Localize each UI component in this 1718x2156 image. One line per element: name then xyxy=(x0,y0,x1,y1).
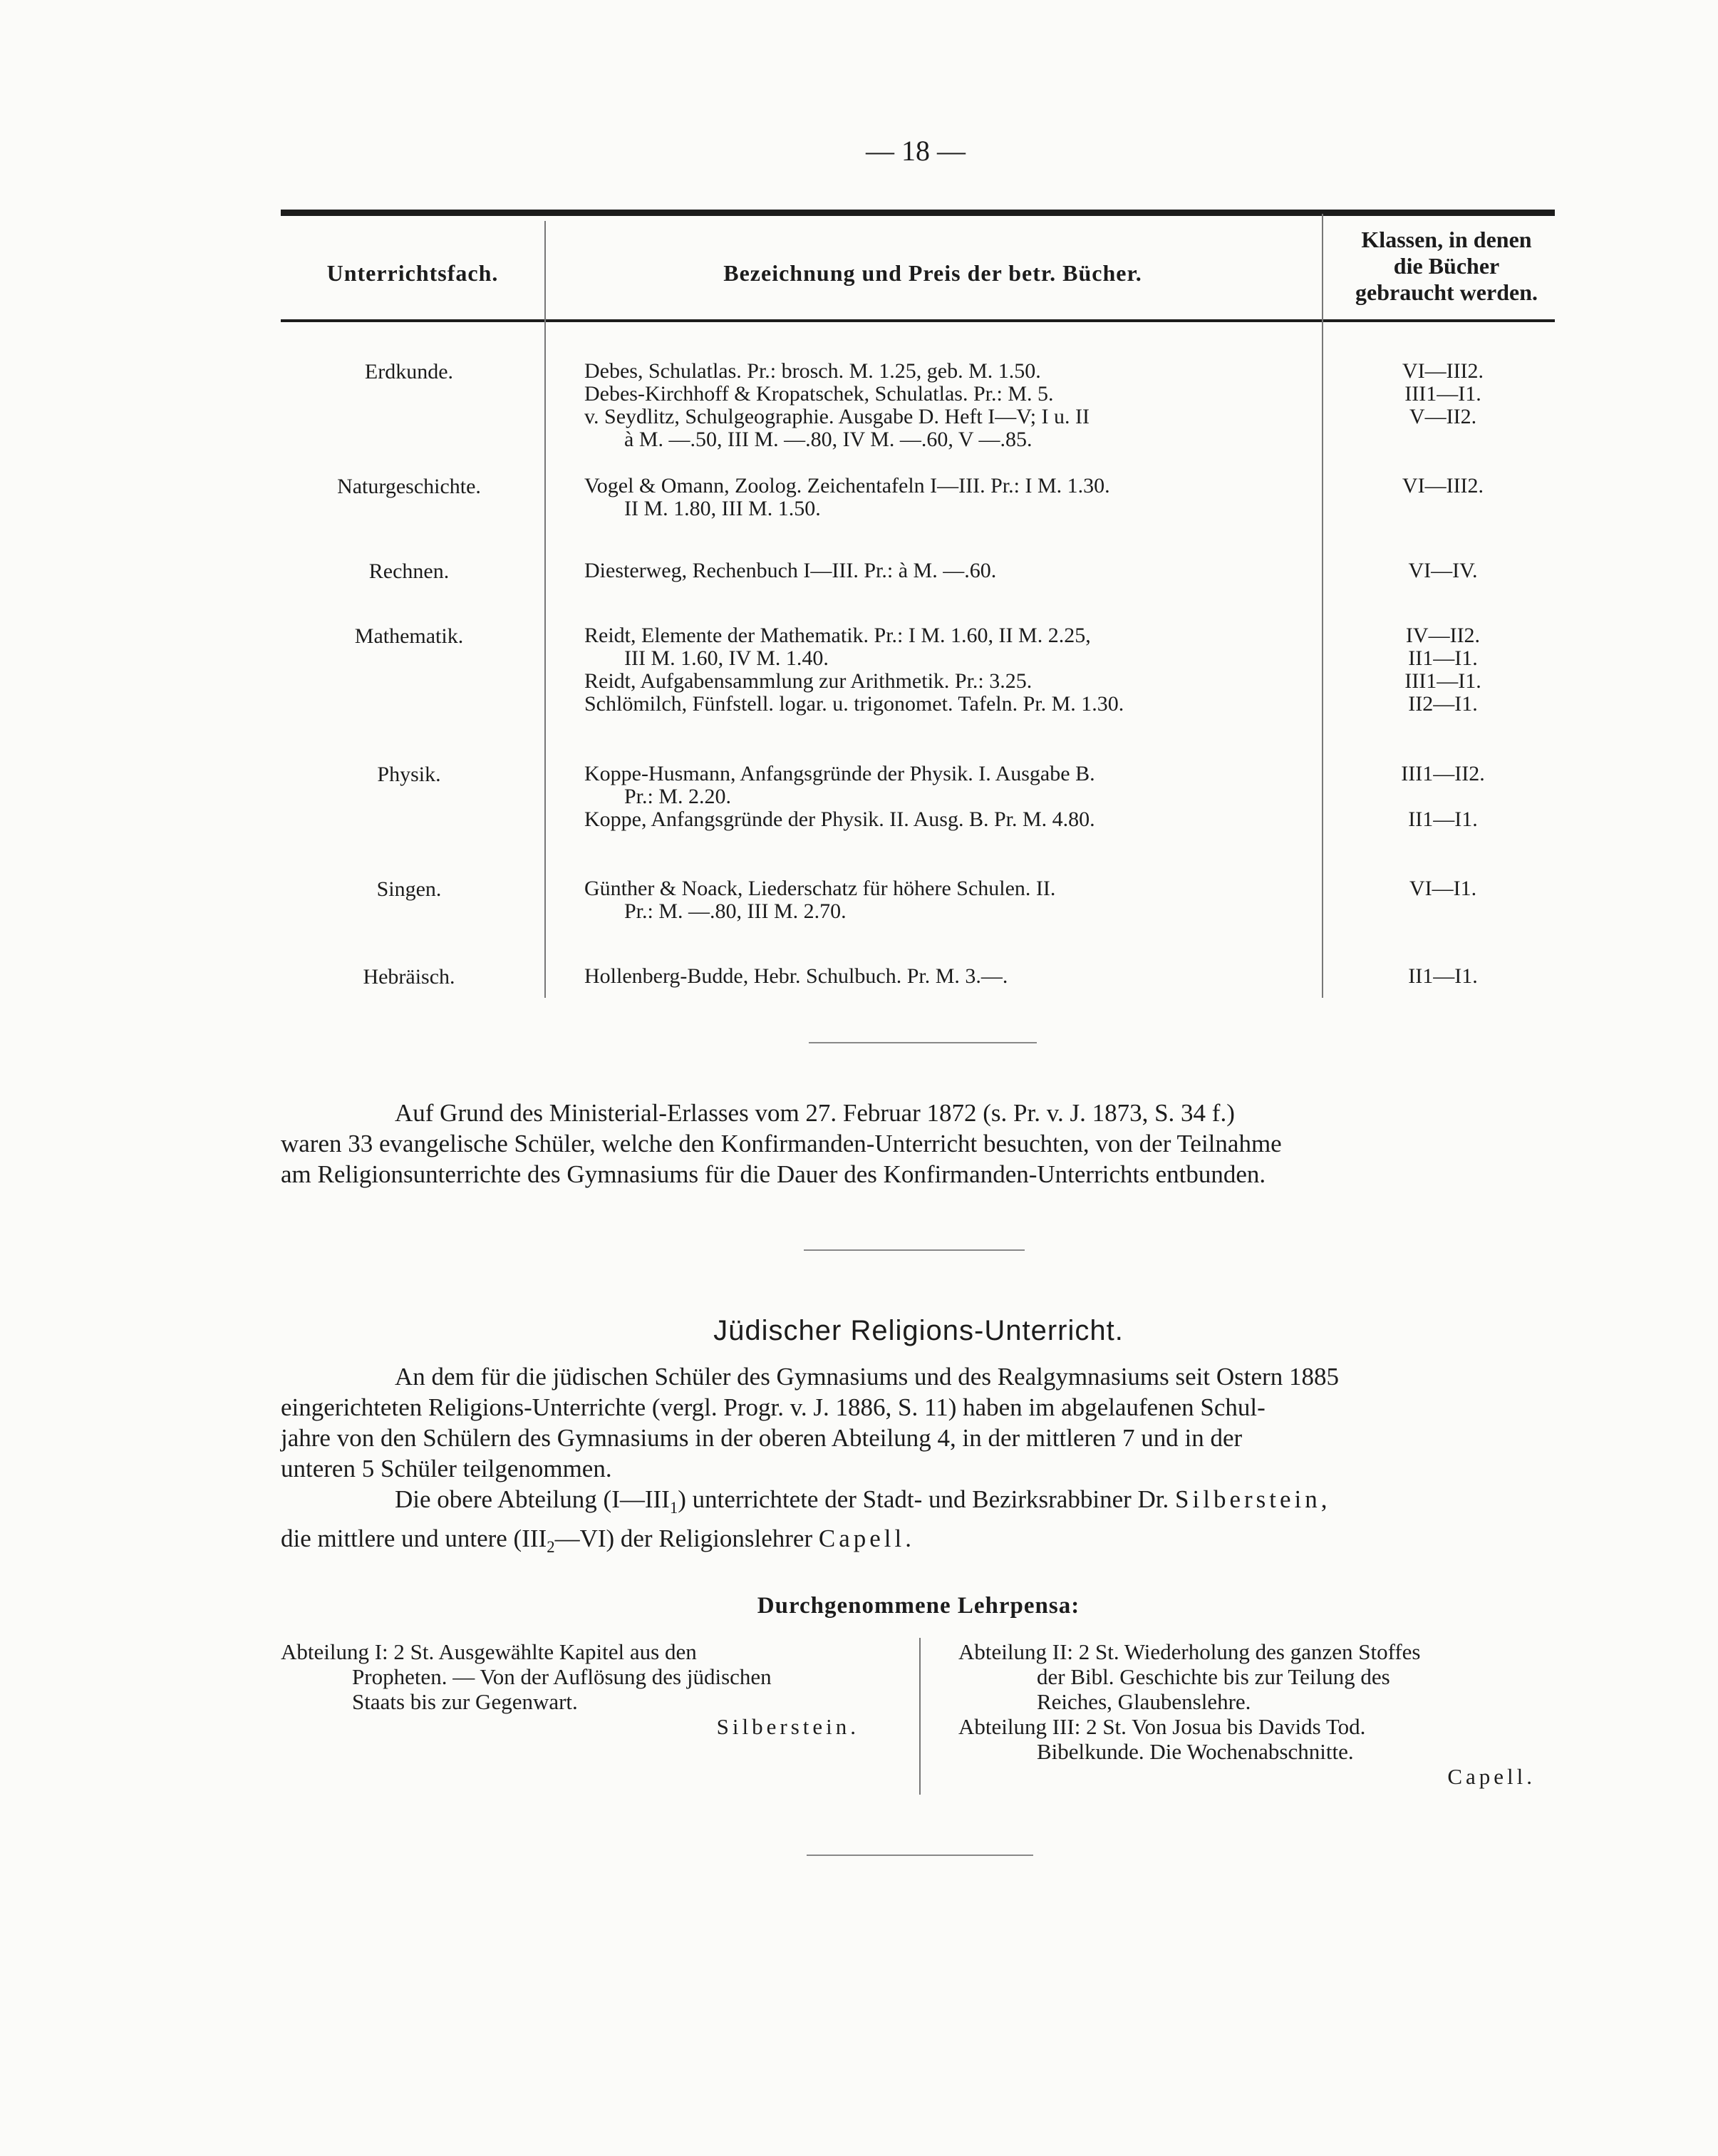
lehrpensa-line: Abteilung II: 2 St. Wiederholung des ganzen Stoffes xyxy=(958,1639,1421,1664)
row-subject-erdkunde: Erdkunde. xyxy=(364,360,454,383)
book-line: Pr.: M. —.80, III M. 2.70. xyxy=(624,899,847,923)
row-books-hebraeisch xyxy=(584,965,1304,988)
separator-line xyxy=(804,1249,1025,1251)
teachers-line-1 xyxy=(281,1484,1556,1523)
book-line: Koppe, Anfangsgründe der Physik. II. Ausg. B. Pr. M. 4.80. xyxy=(584,808,1095,831)
page-number: — 18 — xyxy=(866,135,966,167)
book-line: Hollenberg-Budde, Hebr. Schulbuch. Pr. M. 3.—. xyxy=(584,964,1008,988)
table-top-rule xyxy=(281,210,1555,216)
class-range: V—II2. xyxy=(1409,405,1477,428)
class-range: VI—III2. xyxy=(1402,359,1484,383)
row-subject-naturgeschichte: Naturgeschichte. xyxy=(337,475,481,498)
book-line: II M. 1.80, III M. 1.50. xyxy=(624,497,821,520)
row-books-erdkunde xyxy=(584,360,1304,451)
lehrpensa-line: Abteilung I: 2 St. Ausgewählte Kapitel aus den xyxy=(281,1639,697,1664)
book-line: Debes-Kirchhoff & Kropatschek, Schulatlas. Pr.: M. 5. xyxy=(584,382,1054,406)
class-range: II1—I1. xyxy=(1408,646,1478,670)
class-range: IV—II2. xyxy=(1405,624,1481,647)
teacher-name: Silberstein, xyxy=(1175,1485,1331,1513)
book-line: Schlömilch, Fünfstell. logar. u. trigonomet. Tafeln. Pr. M. 1.30. xyxy=(584,692,1124,716)
class-range: VI—IV. xyxy=(1408,559,1478,582)
row-subject-physik: Physik. xyxy=(377,763,441,786)
lehrpensa-line: Propheten. — Von der Auflösung des jüdischen xyxy=(352,1664,772,1689)
class-range: III1—II2. xyxy=(1401,762,1485,785)
separator-line xyxy=(807,1855,1033,1856)
row-books-naturgeschichte xyxy=(584,475,1304,520)
lehrpensa-line: der Bibl. Geschichte bis zur Teilung des xyxy=(1037,1664,1390,1689)
book-line: Günther & Noack, Liederschatz für höhere Schulen. II. xyxy=(584,877,1056,900)
text-fragment: ) unterrichtete der Stadt- und Bezirksrabbiner Dr. xyxy=(678,1485,1176,1513)
class-range: VI—III2. xyxy=(1402,474,1484,497)
header-classes-line-1: Klassen, in denen xyxy=(1361,227,1532,252)
class-range: II2—I1. xyxy=(1408,692,1478,716)
book-line: Koppe-Husmann, Anfangsgründe der Physik. I. Ausgabe B. xyxy=(584,762,1095,785)
row-subject-hebraeisch: Hebräisch. xyxy=(363,965,455,989)
lehrpensa-heading: Durchgenommene Lehrpensa: xyxy=(757,1593,1080,1619)
paragraph-line: eingerichteten Religions-Unterrichte (vergl. Progr. v. J. 1886, S. 11) haben im abgelaufenen Schul- xyxy=(281,1393,1266,1421)
book-line: Diesterweg, Rechenbuch I—III. Pr.: à M. —.60. xyxy=(584,559,997,582)
table-header-rule xyxy=(281,319,1555,322)
class-range: III1—I1. xyxy=(1404,669,1481,693)
header-classes-line-2: die Bücher xyxy=(1393,253,1500,279)
paragraph-line: waren 33 evangelische Schüler, welche den Konfirmanden-Unterricht besuchten, von der Teilnahme xyxy=(281,1130,1282,1157)
ministerial-paragraph xyxy=(281,1098,1556,1190)
row-classes-physik xyxy=(1333,763,1553,831)
signature-capell: Capell. xyxy=(1447,1764,1536,1789)
book-line: Reidt, Elemente der Mathematik. Pr.: I M. 1.60, II M. 2.25, xyxy=(584,624,1091,647)
book-line: Vogel & Omann, Zoolog. Zeichentafeln I—III. Pr.: I M. 1.30. xyxy=(584,474,1110,497)
left-column-abteilung-1 xyxy=(281,1639,901,1739)
paragraph-line: jahre von den Schülern des Gymnasiums in der oberen Abteilung 4, in der mittleren 7 und in der xyxy=(281,1424,1243,1452)
row-subject-singen: Singen. xyxy=(376,877,442,901)
text-fragment: Die obere Abteilung (I—III xyxy=(395,1485,670,1513)
header-classes-line-3: gebraucht werden. xyxy=(1355,279,1538,305)
teachers-line-2 xyxy=(281,1523,1556,1562)
section-heading: Jüdischer Religions-Unterricht. xyxy=(713,1315,1124,1346)
text-fragment: —VI) der Religionslehrer xyxy=(554,1525,819,1552)
row-subject-mathematik: Mathematik. xyxy=(354,624,464,648)
signature-silberstein: Silberstein. xyxy=(716,1714,859,1739)
row-books-singen xyxy=(584,877,1304,923)
column-divider-right xyxy=(1322,214,1323,998)
lehrpensa-line: Staats bis zur Gegenwart. xyxy=(352,1689,578,1714)
subscript: 1 xyxy=(669,1499,678,1517)
row-books-mathematik xyxy=(584,624,1304,716)
row-books-physik xyxy=(584,763,1304,831)
class-range: II1—I1. xyxy=(1408,808,1478,831)
header-classes xyxy=(1325,227,1568,306)
jewish-religion-paragraph xyxy=(281,1361,1556,1562)
header-books: Bezeichnung und Preis der betr. Bücher. xyxy=(723,260,1142,286)
teacher-name: Capell. xyxy=(818,1525,915,1552)
header-subject: Unterrichtsfach. xyxy=(326,260,499,286)
class-range: III1—I1. xyxy=(1404,382,1481,406)
row-classes-naturgeschichte xyxy=(1333,475,1553,497)
column-divider xyxy=(919,1638,921,1795)
book-line: Reidt, Aufgabensammlung zur Arithmetik. Pr.: 3.25. xyxy=(584,669,1033,693)
lehrpensa-line: Bibelkunde. Die Wochenabschnitte. xyxy=(1037,1739,1354,1764)
book-line: v. Seydlitz, Schulgeographie. Ausgabe D. Heft I—V; I u. II xyxy=(584,405,1090,428)
paragraph-line: Auf Grund des Ministerial-Erlasses vom 27. Februar 1872 (s. Pr. v. J. 1873, S. 34 f.) xyxy=(395,1099,1235,1127)
row-classes-hebraeisch xyxy=(1333,965,1553,988)
book-line: Debes, Schulatlas. Pr.: brosch. M. 1.25, geb. M. 1.50. xyxy=(584,359,1041,383)
lehrpensa-line: Abteilung III: 2 St. Von Josua bis Davids Tod. xyxy=(958,1714,1366,1739)
text-fragment: die mittlere und untere (III xyxy=(281,1525,547,1552)
separator-line xyxy=(809,1042,1037,1043)
column-divider-left xyxy=(544,221,546,998)
class-range: VI—I1. xyxy=(1409,877,1477,900)
lehrpensa-line: Reiches, Glaubenslehre. xyxy=(1037,1689,1251,1714)
book-line: III M. 1.60, IV M. 1.40. xyxy=(624,646,829,670)
row-subject-rechnen: Rechnen. xyxy=(368,559,450,583)
book-line: à M. —.50, III M. —.80, IV M. —.60, V —.85. xyxy=(624,428,1033,451)
class-range: II1—I1. xyxy=(1408,964,1478,988)
subscript: 2 xyxy=(547,1538,555,1556)
row-classes-rechnen xyxy=(1333,559,1553,582)
book-line: Pr.: M. 2.20. xyxy=(624,785,732,808)
paragraph-line: An dem für die jüdischen Schüler des Gymnasiums und des Realgymnasiums seit Ostern 1885 xyxy=(395,1363,1339,1391)
paragraph-line: am Religionsunterrichte des Gymnasiums für die Dauer des Konfirmanden-Unterrichts entbunden. xyxy=(281,1160,1266,1188)
row-classes-mathematik xyxy=(1333,624,1553,716)
paragraph-line: unteren 5 Schüler teilgenommen. xyxy=(281,1455,612,1482)
row-classes-singen xyxy=(1333,877,1553,900)
row-books-rechnen xyxy=(584,559,1304,582)
row-classes-erdkunde xyxy=(1333,360,1553,428)
right-column-abteilung-2-3 xyxy=(958,1639,1557,1789)
